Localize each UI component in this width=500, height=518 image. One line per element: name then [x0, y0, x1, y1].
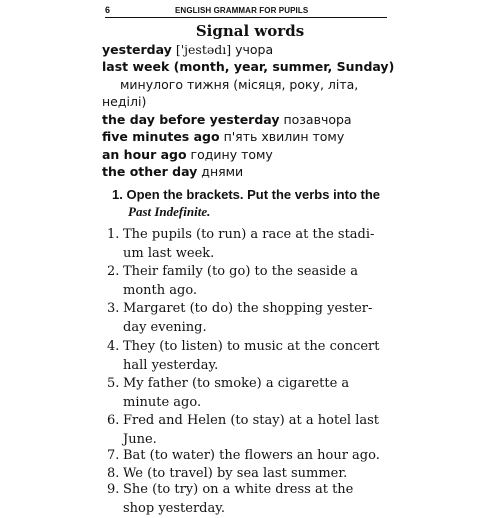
exercise-item [107, 299, 397, 337]
signal-word-transcription: ['jestədı] [175, 42, 232, 57]
signal-word-term: the other day [102, 164, 198, 179]
item-text: Bat (to water) the flowers an hour ago. [123, 448, 380, 463]
item-text: Their family (to go) to the seaside a [123, 264, 358, 279]
item-text-continued: June. [123, 432, 157, 447]
item-number: 8. [107, 466, 120, 481]
item-text: My father (to smoke) a cigarette a [123, 376, 350, 391]
signal-word-entry [102, 146, 392, 163]
exercise-item [107, 411, 397, 449]
signal-word-term: an hour ago [102, 147, 187, 162]
signal-word-translation: неділі) [102, 94, 147, 109]
signal-word-entry [102, 163, 392, 180]
exercise-heading [112, 186, 402, 220]
signal-word-entry [102, 58, 395, 75]
exercise-item [107, 262, 397, 300]
signal-word-translation-line [102, 93, 392, 110]
exercise-item [107, 337, 397, 375]
signal-word-translation: годину тому [190, 147, 273, 162]
signal-word-entry [102, 128, 392, 145]
exercise-item [107, 480, 397, 518]
item-text: We (to travel) by sea last summer. [123, 466, 348, 481]
item-number: 6. [107, 413, 120, 428]
item-number: 7. [107, 448, 120, 463]
signal-word-term: last week (month, year, summer, Sunday) [102, 59, 395, 74]
signal-word-term: the day before yesterday [102, 112, 280, 127]
item-text-continued: hall yesterday. [123, 358, 219, 373]
item-text: She (to try) on a white dress at the [123, 482, 354, 497]
signal-word-translation: учора [235, 42, 274, 57]
signal-word-entry [102, 41, 392, 58]
item-text-continued: month ago. [123, 283, 198, 298]
signal-word-translation-line [120, 76, 410, 93]
exercise-title: 1. Open the brackets. Put the verbs into the [112, 187, 381, 202]
item-number: 3. [107, 301, 120, 316]
item-text: The pupils (to run) a race at the stadi- [123, 227, 375, 242]
item-text-continued: um last week. [123, 246, 215, 261]
item-text-continued: shop yesterday. [123, 501, 225, 516]
signal-word-entry [102, 111, 392, 128]
signal-word-translation: позавчора [283, 112, 352, 127]
page-number: 6 [105, 5, 111, 15]
exercise-item [107, 374, 397, 412]
item-text: Margaret (to do) the shopping yester- [123, 301, 373, 316]
signal-word-translation: минулого тижня (місяця, року, літа, [120, 77, 359, 92]
item-number: 2. [107, 264, 120, 279]
item-number: 9. [107, 482, 120, 497]
signal-word-translation: п'ять хвилин тому [223, 129, 345, 144]
exercise-item [107, 225, 397, 263]
signal-word-term: yesterday [102, 42, 172, 57]
signal-word-term: five minutes ago [102, 129, 220, 144]
item-number: 1. [107, 227, 120, 242]
item-number: 4. [107, 339, 120, 354]
item-text: They (to listen) to music at the concert [123, 339, 380, 354]
running-head [105, 5, 387, 18]
running-head-title: ENGLISH GRAMMAR FOR PUPILS [175, 6, 309, 15]
item-text-continued: minute ago. [123, 395, 202, 410]
item-number: 5. [107, 376, 120, 391]
exercise-item [107, 446, 397, 465]
section-heading: Signal words [195, 22, 305, 40]
signal-word-translation: днями [201, 164, 244, 179]
item-text: Fred and Helen (to stay) at a hotel last [123, 413, 379, 428]
item-text-continued: day evening. [123, 320, 207, 335]
exercise-subtitle: Past Indefinite. [128, 204, 211, 219]
